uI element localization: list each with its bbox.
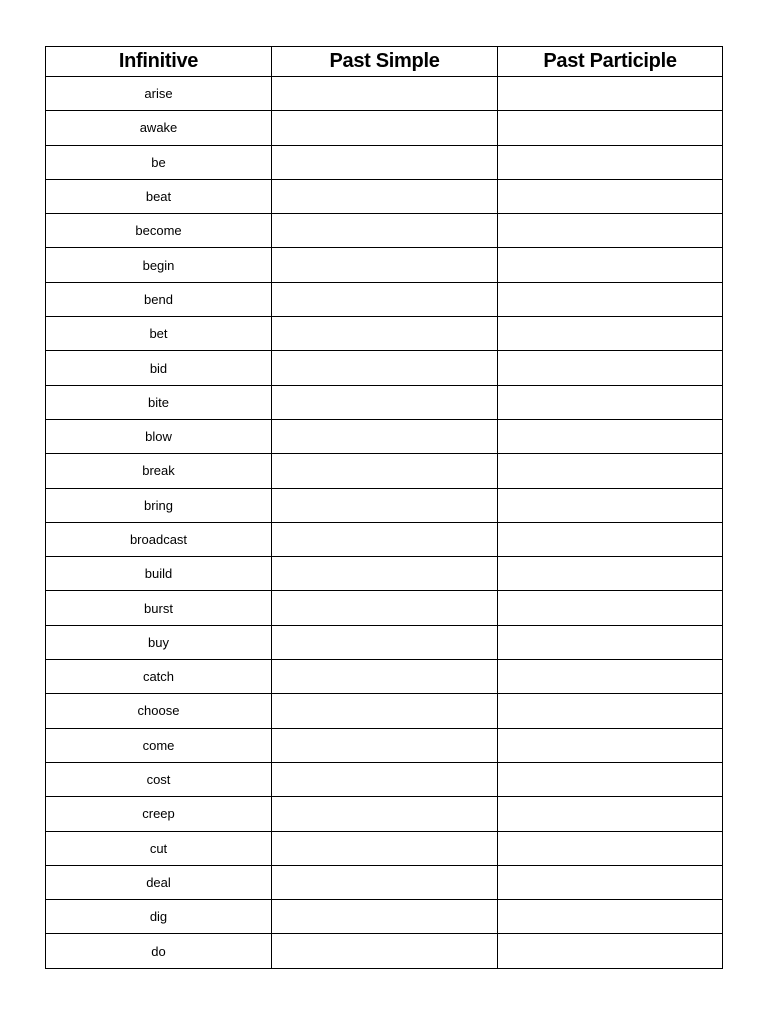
past-participle-cell[interactable] bbox=[498, 797, 723, 831]
past-simple-cell[interactable] bbox=[272, 248, 498, 282]
header-past-participle: Past Participle bbox=[498, 47, 723, 77]
past-simple-cell[interactable] bbox=[272, 900, 498, 934]
table-row bbox=[46, 248, 723, 282]
table-row bbox=[46, 111, 723, 145]
infinitive-cell: cut bbox=[46, 831, 272, 865]
table-row bbox=[46, 694, 723, 728]
past-simple-cell[interactable] bbox=[272, 865, 498, 899]
infinitive-cell: cost bbox=[46, 762, 272, 796]
past-participle-cell[interactable] bbox=[498, 522, 723, 556]
header-past-simple: Past Simple bbox=[272, 47, 498, 77]
infinitive-cell: deal bbox=[46, 865, 272, 899]
table-row bbox=[46, 77, 723, 111]
table-row bbox=[46, 557, 723, 591]
past-simple-cell[interactable] bbox=[272, 419, 498, 453]
past-participle-cell[interactable] bbox=[498, 934, 723, 968]
infinitive-cell: catch bbox=[46, 660, 272, 694]
irregular-verbs-table bbox=[45, 46, 723, 969]
table-row bbox=[46, 934, 723, 968]
past-participle-cell[interactable] bbox=[498, 77, 723, 111]
past-participle-cell[interactable] bbox=[498, 625, 723, 659]
infinitive-cell: buy bbox=[46, 625, 272, 659]
past-simple-cell[interactable] bbox=[272, 797, 498, 831]
past-simple-cell[interactable] bbox=[272, 317, 498, 351]
infinitive-cell: build bbox=[46, 557, 272, 591]
infinitive-cell: awake bbox=[46, 111, 272, 145]
past-participle-cell[interactable] bbox=[498, 762, 723, 796]
past-participle-cell[interactable] bbox=[498, 831, 723, 865]
table-row bbox=[46, 865, 723, 899]
table-row bbox=[46, 797, 723, 831]
past-participle-cell[interactable] bbox=[498, 282, 723, 316]
past-participle-cell[interactable] bbox=[498, 454, 723, 488]
table-body bbox=[46, 77, 723, 969]
past-participle-cell[interactable] bbox=[498, 488, 723, 522]
table-row bbox=[46, 591, 723, 625]
infinitive-cell: broadcast bbox=[46, 522, 272, 556]
past-simple-cell[interactable] bbox=[272, 728, 498, 762]
table-row bbox=[46, 728, 723, 762]
past-simple-cell[interactable] bbox=[272, 454, 498, 488]
past-simple-cell[interactable] bbox=[272, 660, 498, 694]
table-row bbox=[46, 351, 723, 385]
table-row bbox=[46, 454, 723, 488]
infinitive-cell: bend bbox=[46, 282, 272, 316]
infinitive-cell: bet bbox=[46, 317, 272, 351]
infinitive-cell: be bbox=[46, 145, 272, 179]
past-participle-cell[interactable] bbox=[498, 900, 723, 934]
table-header-row bbox=[46, 47, 723, 77]
past-participle-cell[interactable] bbox=[498, 179, 723, 213]
infinitive-cell: begin bbox=[46, 248, 272, 282]
past-simple-cell[interactable] bbox=[272, 557, 498, 591]
table-row bbox=[46, 385, 723, 419]
table-row bbox=[46, 419, 723, 453]
past-simple-cell[interactable] bbox=[272, 522, 498, 556]
past-simple-cell[interactable] bbox=[272, 282, 498, 316]
past-simple-cell[interactable] bbox=[272, 934, 498, 968]
past-participle-cell[interactable] bbox=[498, 728, 723, 762]
table-row bbox=[46, 900, 723, 934]
past-participle-cell[interactable] bbox=[498, 385, 723, 419]
table-row bbox=[46, 214, 723, 248]
infinitive-cell: burst bbox=[46, 591, 272, 625]
infinitive-cell: creep bbox=[46, 797, 272, 831]
past-simple-cell[interactable] bbox=[272, 694, 498, 728]
past-simple-cell[interactable] bbox=[272, 385, 498, 419]
infinitive-cell: come bbox=[46, 728, 272, 762]
table-row bbox=[46, 522, 723, 556]
infinitive-cell: blow bbox=[46, 419, 272, 453]
table-row bbox=[46, 179, 723, 213]
infinitive-cell: choose bbox=[46, 694, 272, 728]
past-participle-cell[interactable] bbox=[498, 419, 723, 453]
past-simple-cell[interactable] bbox=[272, 488, 498, 522]
infinitive-cell: break bbox=[46, 454, 272, 488]
table-row bbox=[46, 282, 723, 316]
table-row bbox=[46, 831, 723, 865]
infinitive-cell: do bbox=[46, 934, 272, 968]
past-participle-cell[interactable] bbox=[498, 591, 723, 625]
past-participle-cell[interactable] bbox=[498, 557, 723, 591]
past-simple-cell[interactable] bbox=[272, 145, 498, 179]
infinitive-cell: become bbox=[46, 214, 272, 248]
past-participle-cell[interactable] bbox=[498, 694, 723, 728]
table-row bbox=[46, 762, 723, 796]
past-simple-cell[interactable] bbox=[272, 591, 498, 625]
infinitive-cell: arise bbox=[46, 77, 272, 111]
past-participle-cell[interactable] bbox=[498, 660, 723, 694]
infinitive-cell: bid bbox=[46, 351, 272, 385]
past-participle-cell[interactable] bbox=[498, 145, 723, 179]
table-row bbox=[46, 317, 723, 351]
past-simple-cell[interactable] bbox=[272, 77, 498, 111]
verb-worksheet bbox=[45, 46, 722, 969]
past-participle-cell[interactable] bbox=[498, 351, 723, 385]
past-simple-cell[interactable] bbox=[272, 214, 498, 248]
table-row bbox=[46, 145, 723, 179]
past-participle-cell[interactable] bbox=[498, 865, 723, 899]
infinitive-cell: bite bbox=[46, 385, 272, 419]
table-row bbox=[46, 660, 723, 694]
header-infinitive: Infinitive bbox=[46, 47, 272, 77]
past-simple-cell[interactable] bbox=[272, 111, 498, 145]
past-simple-cell[interactable] bbox=[272, 179, 498, 213]
table-row bbox=[46, 488, 723, 522]
past-simple-cell[interactable] bbox=[272, 625, 498, 659]
past-participle-cell[interactable] bbox=[498, 248, 723, 282]
infinitive-cell: bring bbox=[46, 488, 272, 522]
infinitive-cell: dig bbox=[46, 900, 272, 934]
past-simple-cell[interactable] bbox=[272, 351, 498, 385]
past-participle-cell[interactable] bbox=[498, 214, 723, 248]
table-row bbox=[46, 625, 723, 659]
past-participle-cell[interactable] bbox=[498, 317, 723, 351]
past-simple-cell[interactable] bbox=[272, 762, 498, 796]
infinitive-cell: beat bbox=[46, 179, 272, 213]
past-participle-cell[interactable] bbox=[498, 111, 723, 145]
past-simple-cell[interactable] bbox=[272, 831, 498, 865]
